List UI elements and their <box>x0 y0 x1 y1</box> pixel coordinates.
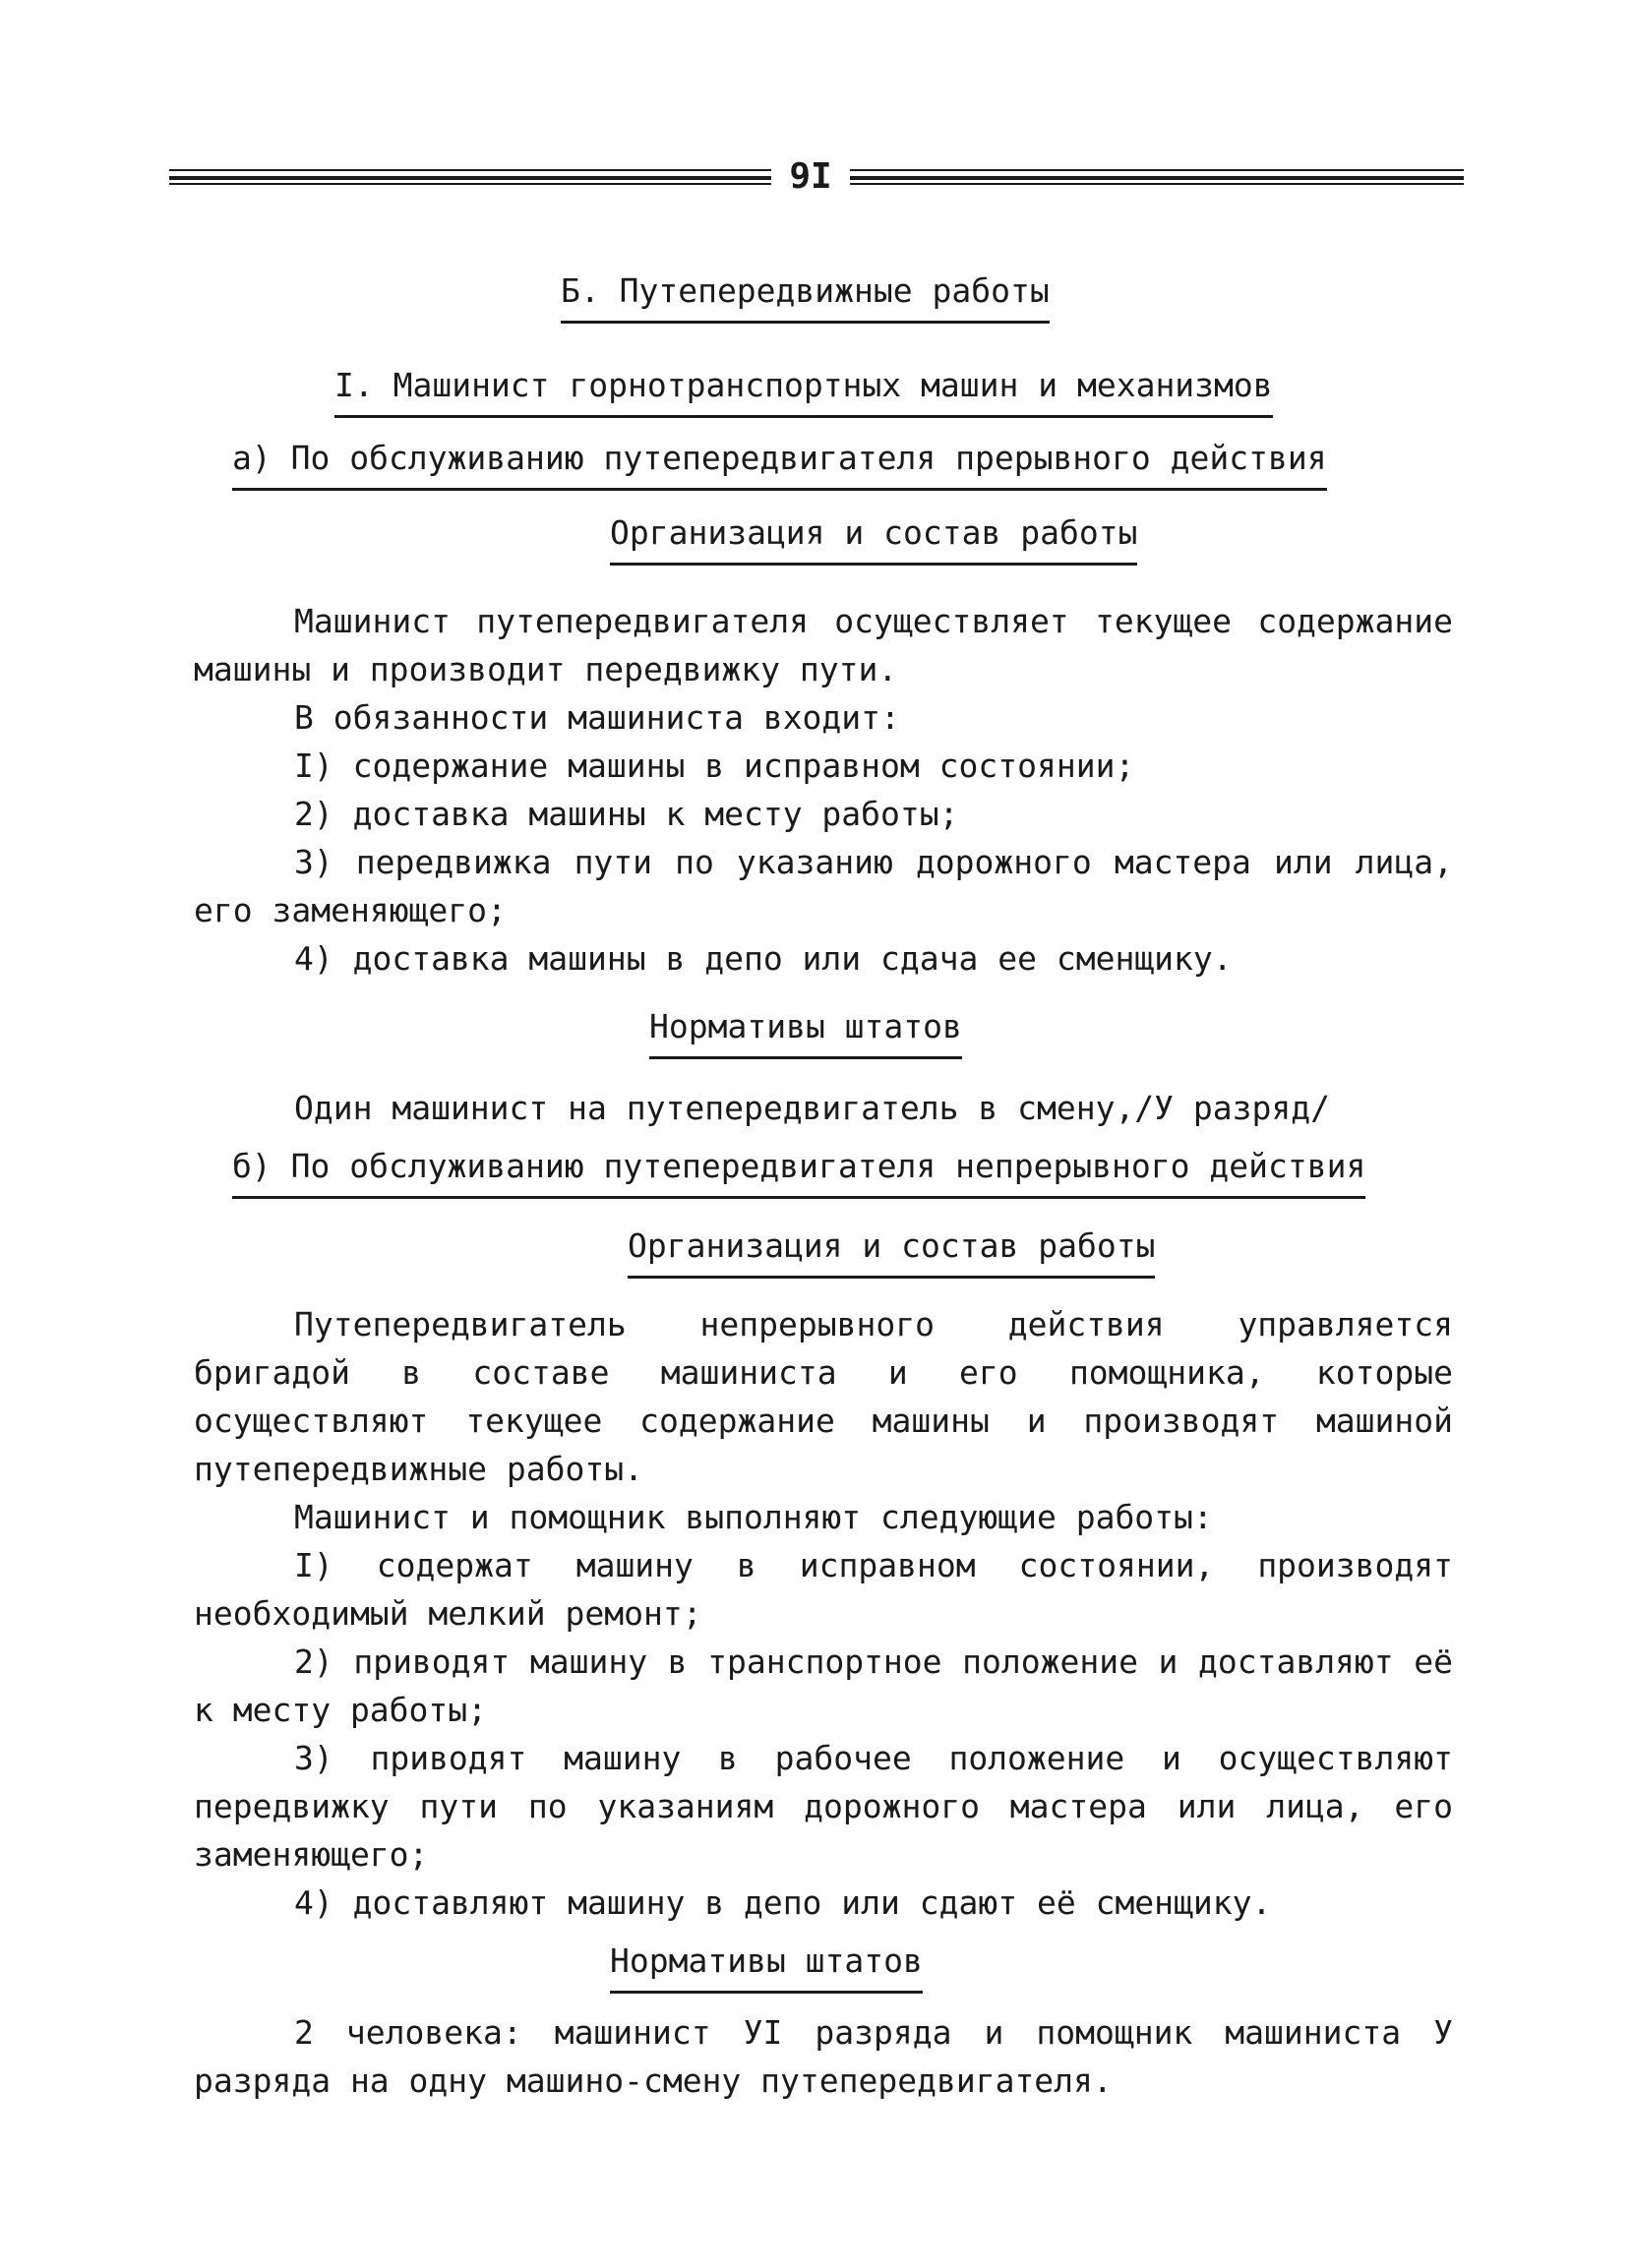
org-heading-b-wrap <box>628 1223 1155 1279</box>
norms-text-b-wrap <box>194 2008 1453 2105</box>
sub-b-intro: Путепередвигатель непрерывного действия управляется бригадой в составе машиниста и его помощника, которые осуществляют текущее содержание машины и производят машиной путепередвижные работы. <box>194 1305 1453 1488</box>
sub-a-duties-intro: В обязанности машиниста входит: <box>294 698 900 737</box>
header-rule-left <box>169 176 771 180</box>
profession-title: I. Машинист горнотранспортных машин и механизмов <box>334 366 1273 418</box>
sub-b-body <box>194 1300 1453 1927</box>
sub-b-duties-intro: Машинист и помощник выполняют следующие работы: <box>294 1498 1213 1536</box>
norms-text-a-wrap <box>294 1085 1330 1132</box>
page-header <box>169 156 1464 202</box>
norms-text-a: Один машинист на путепередвигатель в смену,/У разряд/ <box>294 1089 1330 1127</box>
sub-a-body <box>194 597 1453 983</box>
section-title: Б. Путепередвижные работы <box>561 271 1050 324</box>
subsection-a-title-wrap <box>232 435 1327 491</box>
subsection-a-title: а) По обслуживанию путепередвигателя прерывного действия <box>232 439 1327 491</box>
section-title-wrap <box>561 268 1050 324</box>
norms-heading-b-wrap <box>610 1938 923 1994</box>
profession-title-wrap <box>334 362 1273 418</box>
subsection-b-title-wrap <box>232 1143 1365 1199</box>
norms-heading-a: Нормативы штатов <box>649 1007 962 1059</box>
sub-b-duty-3: 3) приводят машину в рабочее положение и осуществляют передвижку пути по указаниям дорожного мастера или лица, его заменяющего; <box>194 1739 1453 1874</box>
sub-b-duty-4: 4) доставляют машину в депо или сдают её сменщику. <box>294 1883 1272 1922</box>
sub-b-duty-1: I) содержат машину в исправном состоянии, производят необходимый мелкий ремонт; <box>194 1546 1453 1633</box>
norms-heading-a-wrap <box>649 1003 962 1059</box>
sub-a-intro: Машинист путепередвигателя осуществляет текущее содержание машины и производит передвижку пути. <box>194 602 1453 688</box>
sub-a-duty-3: 3) передвижка пути по указанию дорожного мастера или лица, его заменяющего; <box>194 843 1453 929</box>
header-rule-right <box>850 176 1464 180</box>
sub-a-duty-1: I) содержание машины в исправном состоянии; <box>294 746 1135 785</box>
sub-a-duty-4: 4) доставка машины в депо или сдача ее сменщику. <box>294 939 1233 978</box>
sub-b-duty-2: 2) приводят машину в транспортное положение и доставляют её к месту работы; <box>194 1642 1453 1729</box>
norms-heading-b: Нормативы штатов <box>610 1941 923 1994</box>
page-number: 9I <box>789 156 832 197</box>
org-heading-b: Организация и состав работы <box>628 1226 1155 1279</box>
subsection-b-title: б) По обслуживанию путепередвигателя непрерывного действия <box>232 1147 1365 1199</box>
sub-a-duty-2: 2) доставка машины к месту работы; <box>294 795 959 833</box>
org-heading-a-wrap <box>610 509 1137 566</box>
org-heading-a: Организация и состав работы <box>610 513 1137 566</box>
norms-text-b: 2 человека: машинист УI разряда и помощник машиниста У разряда на одну машино-смену путепередвигателя. <box>194 2013 1453 2100</box>
